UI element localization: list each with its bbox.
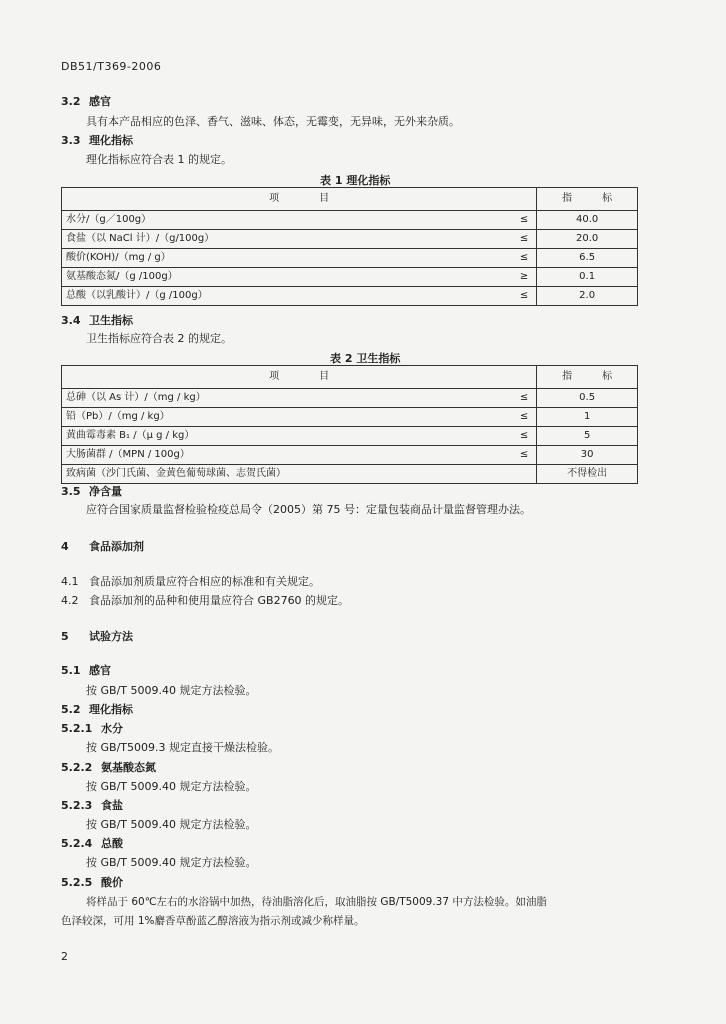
section-5-heading: 5 试验方法 <box>61 630 133 643</box>
section-3-5-text: 应符合国家质量监督检验检疫总局令（2005）第 75 号：定量包装商品计量监督管理办法。 <box>86 503 531 516</box>
section-5-2-3-text: 按 GB/T 5009.40 规定方法检验。 <box>86 818 257 831</box>
row-item: 食盐（以 NaCl 计）/（g/100g） <box>62 230 495 249</box>
section-3-4-text: 卫生指标应符合表 2 的规定。 <box>86 332 232 345</box>
row-symbol: ≥ <box>494 268 537 287</box>
row-symbol: ≤ <box>494 446 537 465</box>
section-5-2-1-text: 按 GB/T5009.3 规定直接干燥法检验。 <box>86 741 279 754</box>
section-5-2-heading: 5.2 理化指标 <box>61 703 133 716</box>
section-3-3-text: 理化指标应符合表 1 的规定。 <box>86 153 232 166</box>
table-row <box>62 230 638 249</box>
row-value: 2.0 <box>537 287 638 306</box>
table-row <box>62 249 638 268</box>
row-value: 20.0 <box>537 230 638 249</box>
table-row <box>62 389 638 408</box>
section-5-2-5-text-line-1: 将样品于 60℃左右的水浴锅中加热，待油脂溶化后，取油脂按 GB/T5009.37 中方法检验。如油脂 <box>86 896 547 908</box>
section-5-2-5-text-line-2: 色泽较深，可用 1%麝香草酚蓝乙醇溶液为指示剂或减少称样量。 <box>61 915 365 927</box>
row-item: 大肠菌群 /（MPN / 100g） <box>62 446 495 465</box>
section-4-1: 4.1 食品添加剂质量应符合相应的标准和有关规定。 <box>61 575 320 588</box>
section-5-2-1-heading: 5.2.1 水分 <box>61 722 123 735</box>
section-3-2-heading: 3.2 感官 <box>61 95 111 108</box>
row-item: 铅（Pb）/（mg / kg） <box>62 408 495 427</box>
section-5-2-5-heading: 5.2.5 酸价 <box>61 876 123 889</box>
section-5-2-2-text: 按 GB/T 5009.40 规定方法检验。 <box>86 780 257 793</box>
section-5-2-2-heading: 5.2.2 氨基酸态氮 <box>61 761 156 774</box>
table-2-caption: 表 2 卫生指标 <box>330 352 401 365</box>
section-4-heading: 4 食品添加剂 <box>61 540 144 553</box>
header-item: 项 目 <box>62 188 537 211</box>
page-number: 2 <box>61 950 68 963</box>
header-item: 项 目 <box>62 366 537 389</box>
table-header-row <box>62 188 638 211</box>
table-header-row <box>62 366 638 389</box>
row-item: 黄曲霉毒素 B₁ /（μ g / kg） <box>62 427 495 446</box>
row-item: 总酸（以乳酸计）/（g /100g） <box>62 287 495 306</box>
section-5-1-text: 按 GB/T 5009.40 规定方法检验。 <box>86 684 257 697</box>
row-value: 5 <box>537 427 638 446</box>
section-5-2-4-heading: 5.2.4 总酸 <box>61 837 123 850</box>
section-3-4-heading: 3.4 卫生指标 <box>61 314 133 327</box>
row-value: 40.0 <box>537 211 638 230</box>
row-value: 0.1 <box>537 268 638 287</box>
table-2-hygiene <box>61 365 638 484</box>
row-item: 致病菌（沙门氏菌、金黄色葡萄球菌、志贺氏菌） <box>62 465 537 484</box>
section-3-5-heading: 3.5 净含量 <box>61 485 122 498</box>
section-5-2-4-text: 按 GB/T 5009.40 规定方法检验。 <box>86 856 257 869</box>
table-row <box>62 268 638 287</box>
row-symbol: ≤ <box>494 287 537 306</box>
table-row <box>62 211 638 230</box>
row-symbol: ≤ <box>494 408 537 427</box>
row-symbol: ≤ <box>494 427 537 446</box>
row-symbol: ≤ <box>494 389 537 408</box>
table-row <box>62 287 638 306</box>
table-row <box>62 446 638 465</box>
row-symbol: ≤ <box>494 230 537 249</box>
table-row <box>62 427 638 446</box>
header-value: 指 标 <box>537 188 638 211</box>
table-1-caption: 表 1 理化指标 <box>320 174 391 187</box>
row-item: 水分/（g／100g） <box>62 211 495 230</box>
section-3-3-heading: 3.3 理化指标 <box>61 134 133 147</box>
row-item: 总砷（以 As 计）/（mg / kg） <box>62 389 495 408</box>
row-symbol: ≤ <box>494 211 537 230</box>
row-value: 6.5 <box>537 249 638 268</box>
table-1-physicochemical <box>61 187 638 306</box>
section-5-2-3-heading: 5.2.3 食盐 <box>61 799 123 812</box>
section-5-1-heading: 5.1 感官 <box>61 664 111 677</box>
row-item: 氨基酸态氮/（g /100g） <box>62 268 495 287</box>
header-value: 指 标 <box>537 366 638 389</box>
section-3-2-text: 具有本产品相应的色泽、香气、滋味、体态，无霉变，无异味，无外来杂质。 <box>86 115 460 128</box>
row-value: 0.5 <box>537 389 638 408</box>
standard-code-header: DB51/T369-2006 <box>61 60 162 73</box>
row-symbol: ≤ <box>494 249 537 268</box>
row-value: 30 <box>537 446 638 465</box>
section-4-2: 4.2 食品添加剂的品种和使用量应符合 GB2760 的规定。 <box>61 594 350 607</box>
row-value: 不得检出 <box>537 465 638 484</box>
table-row <box>62 465 638 484</box>
row-value: 1 <box>537 408 638 427</box>
row-item: 酸价(KOH)/（mg / g） <box>62 249 495 268</box>
table-row <box>62 408 638 427</box>
